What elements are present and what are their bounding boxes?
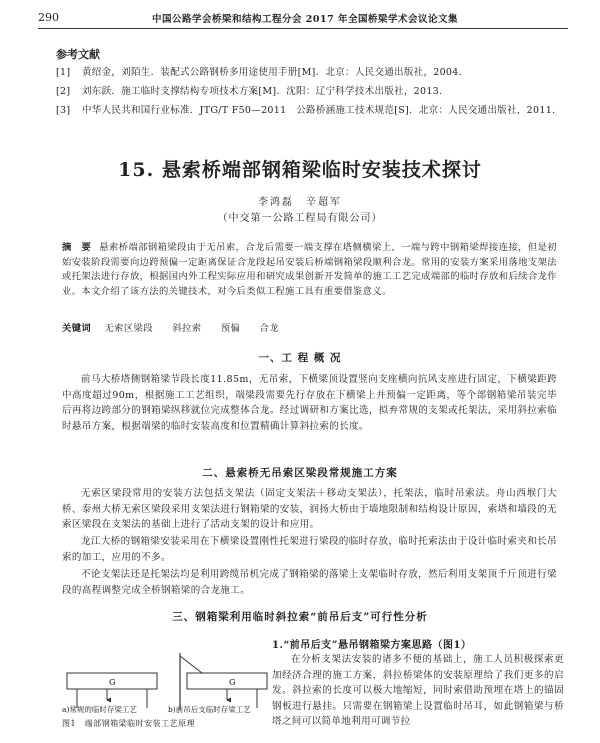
section-conventional-p2: 龙江大桥的钢箱梁安装采用在下横梁设置刚性托架进行梁段的临时存放，临时托索法由于设计临时索夹和长吊索的加工，应用的不多。 [62,536,557,563]
figure-1b-caption: b)前吊后支临时存梁工艺 [168,705,251,714]
subsection-text: 在分析支架法安装的诸多不便的基础上，施工人员积极探索更加经济合理的施工方案，斜拉桥梁体的安装原理给了我们更多的启发。斜拉索的长度可以极大地缩短，同时索借助预埋在塔上的锚固钢板进行悬挂。只需要在钢箱梁上设置临时吊耳，如此钢箱梁与桥塔之间可以简单地利用可调节拉 [272,654,564,727]
section-heading-conventional: 二、悬索桥无吊索区梁段常规施工方案 [202,467,398,479]
keywords-label: 关键词 [62,323,92,334]
reference-item [56,65,576,80]
figure-1b [180,653,267,710]
load-label-b: G [229,678,236,687]
reference-number: [2] [56,86,71,97]
section-heading-feasibility: 三、钢箱梁利用临时斜拉索“前吊后支”可行性分析 [172,611,428,623]
figure-1a [67,673,157,708]
header-rule [38,28,568,29]
load-label-a: G [109,678,116,687]
keyword: 预偏 [220,323,241,334]
page-number: 290 [38,11,59,24]
keyword: 合龙 [259,323,279,334]
section-conventional-p3: 不论支架法还是托架法均是利用跨缆吊机完成了钢箱梁的落梁上支架临时存放，然后利用支架顶千斤顶进行梁段的高程调整完成全桥钢箱梁的合龙施工。 [62,569,557,596]
section-overview-text: 前马大桥塔侧钢箱梁节段长度11.85m，无吊索，下横梁顶设置竖向支座横向抗风支座进行固定，下横梁距跨中高度超过90m，根据施工工艺组织，端梁段需要先行存放在下横梁上并预偏一定距离，等个部钢箱梁吊装完毕后再将边跨部分的钢箱梁纵移就位完成整体合龙。经过调研和方案比选，拟弃常规的支架或托架法，采用斜拉索临时悬吊方案，根据端梁的临时安装高度和位置精确计算斜拉索的长度。 [62,374,558,432]
reference-text: 黄绍金，刘陌生．装配式公路钢桥多用途使用手册[M]．北京：人民交通出版社，2004. [82,67,462,78]
article-affiliation: （中交第一公路工程局有限公司） [217,213,383,224]
article-authors: 李鸿磊 辛超军 [258,197,342,208]
abstract-text: 悬索桥端部钢箱梁段由于无吊索，合龙后需要一端支撑在塔侧横梁上，一端与跨中钢箱梁焊接连接，但是初始安装阶段需要向边跨预偏一定距离保证合龙段起吊安装后桥端钢箱梁段顺利合龙。常用的安装方案采用落地支架法或托架法进行存放，根据国内外工程实际应用和研究成果创新开发简单的施工工艺完成端部的临时存放和后续合龙作业。本文介绍了该方法的关键技术，对今后类似工程施工具有重要借鉴意义。 [62,242,557,297]
reference-number: [1] [56,67,71,78]
article-title: 15. 悬索桥端部钢箱梁临时安装技术探讨 [118,159,482,181]
section-heading-overview: 一、工 程 概 况 [258,352,342,364]
keywords [62,320,557,334]
subsection-heading: 1.“前吊后支”悬吊钢箱梁方案思路（图1） [272,640,472,651]
stay-cable [180,656,202,673]
abstract [62,241,557,299]
running-title: 中国公路学会桥梁和结构工程分会 2017 年全国桥梁学术会议论文集 [151,14,459,25]
section-conventional-p1: 无索区梁段常用的安装方法包括支架法（固定支架法＋移动支架法），托架法，临时吊索法。舟山西堠门大桥、泰州大桥无索区梁段采用支架法进行钢箱梁的安装，润扬大桥由于墙地限制和结构设计原因，索塔和墙段的无索区梁段在支架法的基础上进行了活动支架的设计和应用。 [62,488,558,530]
reference-text: 中华人民共和国行业标准．JTG/T F50—2011 公路桥涵施工技术规范[S]．北京：人民交通出版社，2011. [82,105,556,116]
reference-item [56,84,576,99]
girder-b [187,673,267,689]
reference-item [56,103,576,118]
keyword: 无索区梁段 [104,323,153,334]
figure-1-caption: 图1 端部钢箱梁临时安装工艺原理 [62,719,196,728]
abstract-label: 摘 要 [62,242,92,253]
reference-text: 刘东跃．施工临时支撑结构专项技术方案[M]．沈阳：辽宁科学技术出版社，2013. [82,86,443,97]
references-heading: 参考文献 [56,48,100,61]
keyword: 斜拉索 [172,323,202,334]
reference-number: [3] [56,105,71,116]
figure-1a-caption: a)常规的临时存梁工艺 [62,705,137,714]
